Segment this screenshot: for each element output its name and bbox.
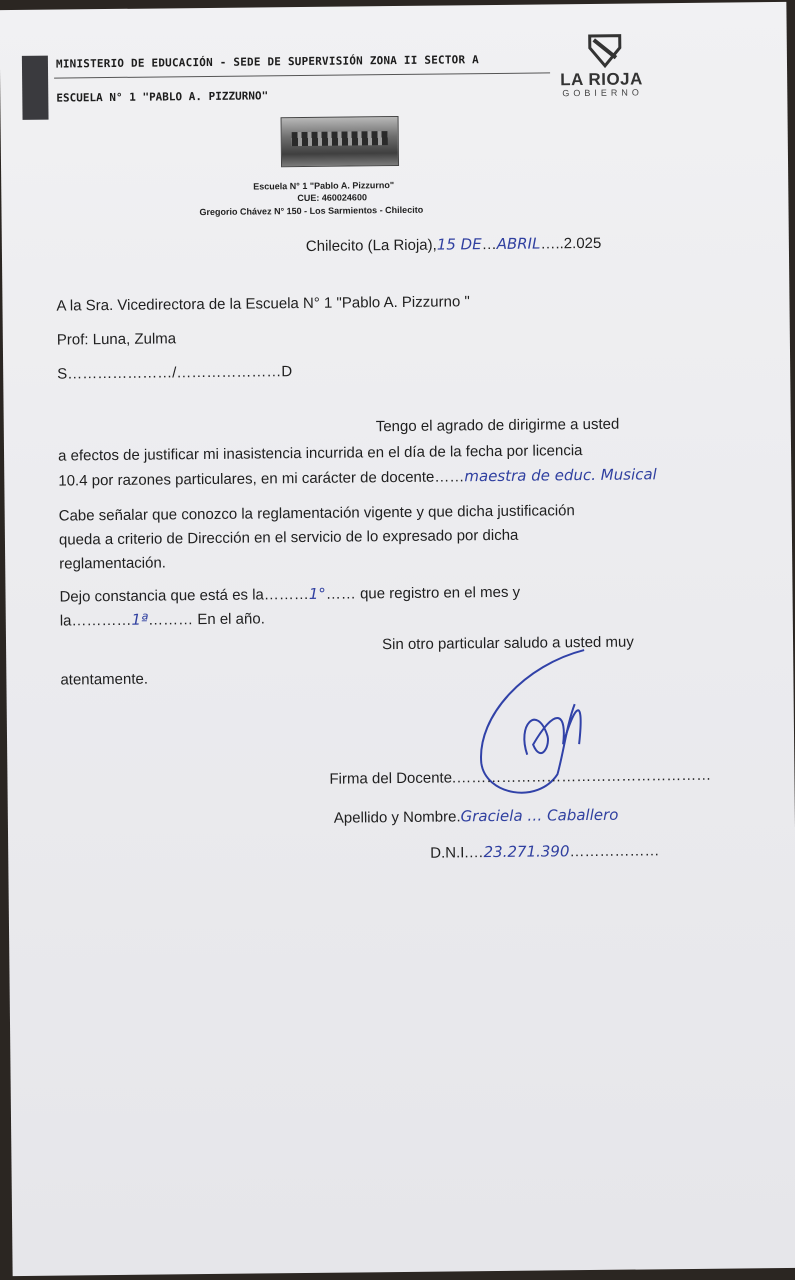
- la-rioja-logo: [560, 31, 671, 102]
- date-line: Chilecito (La Rioja),15 DE…ABRIL…..2.025: [305, 234, 602, 255]
- firma-label: Firma del Docente.: [329, 769, 457, 788]
- paragraph2-line2: queda a criterio de Dirección en el servicio de lo expresado por dicha: [58, 526, 519, 549]
- apellido-handwritten: Graciela … Caballero: [460, 805, 619, 826]
- paragraph1-line2: a efectos de justificar mi inasistencia incurrida en el día de la fecha por licencia: [57, 442, 583, 465]
- apellido-label: Apellido y Nombre.: [333, 808, 461, 827]
- paragraph2-line1: Cabe señalar que conozco la reglamentación vigente y que dicha justificación: [58, 502, 575, 525]
- dni-label: D.N.I.…: [430, 844, 484, 862]
- apellido-line: [334, 806, 619, 827]
- date-month: ABRIL: [496, 234, 541, 253]
- paragraph3-line1: Dejo constancia que está es la………1°…… que registro en el mes y: [59, 583, 521, 606]
- paragraph1-line3: 10.4 por razones particulares, en mi carácter de docente……maestra de educ. Musical: [58, 465, 657, 490]
- recipient-prof: Prof: Luna, Zulma: [56, 330, 177, 349]
- address-school: Escuela N° 1 "Pablo A. Pizzurno": [253, 180, 395, 192]
- address-street: Gregorio Chávez N° 150 - Los Sarmientos - Chilecito: [199, 204, 424, 218]
- address-cue: CUE: 460024600: [297, 192, 367, 204]
- header-bar: [22, 56, 49, 120]
- salutation-line: S…………………/…………………D: [57, 363, 293, 383]
- date-day: 15 DE: [436, 235, 482, 254]
- ministry-title: MINISTERIO DE EDUCACIÓN - SEDE DE SUPERVISIÓN ZONA II SECTOR A: [55, 53, 480, 71]
- recipient-line: A la Sra. Vicedirectora de la Escuela N° 1 "Pablo A. Pizzurno ": [56, 293, 470, 315]
- logo-subtitle: GOBIERNO: [562, 87, 643, 99]
- dni-line: D.N.I.…23.271.390………………: [430, 842, 660, 862]
- document-page: [0, 2, 795, 1276]
- school-photo: [281, 116, 400, 167]
- date-prefix: Chilecito (La Rioja),: [305, 236, 437, 255]
- paragraph2-line3: reglamentación.: [59, 554, 167, 573]
- date-year: 2.025: [563, 234, 602, 253]
- year-handwritten: 1ª: [131, 610, 149, 629]
- closing-line1: Sin otro particular saludo a usted muy: [381, 633, 634, 654]
- header-underline: [54, 72, 550, 78]
- count-handwritten: 1°: [308, 584, 326, 603]
- paragraph1-line1: Tengo el agrado de dirigirme a usted: [375, 415, 620, 436]
- logo-title: LA RIOJA: [560, 69, 643, 90]
- paragraph3-line2: la…………1ª……… En el año.: [59, 610, 265, 630]
- shield-chevron-icon: [586, 32, 626, 70]
- role-handwritten: maestra de educ. Musical: [464, 465, 657, 486]
- dni-handwritten: 23.271.390: [483, 842, 570, 862]
- school-header: ESCUELA N° 1 "PABLO A. PIZZURNO": [56, 89, 269, 105]
- firma-line: Firma del Docente.……………………………………………: [329, 766, 712, 788]
- closing-line2: atentamente.: [60, 670, 149, 689]
